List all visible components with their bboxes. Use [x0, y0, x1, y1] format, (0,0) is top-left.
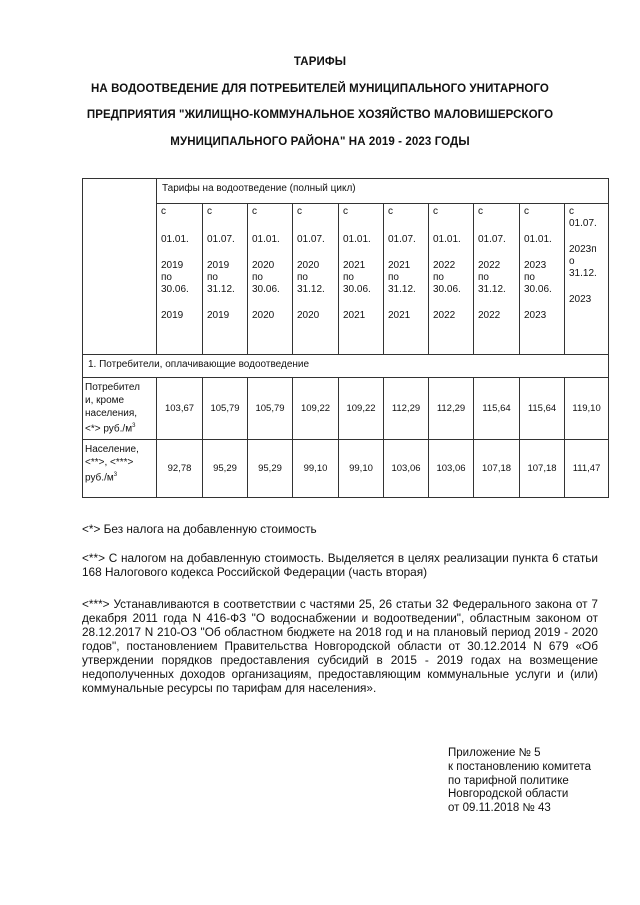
tariff-value: 105,79 [203, 378, 248, 440]
tariff-value: 92,78 [157, 440, 203, 498]
table-row [83, 440, 609, 498]
period-row [83, 204, 609, 355]
tariff-value: 95,29 [248, 440, 293, 498]
document-subtitle-line-1: НА ВОДООТВЕДЕНИЕ ДЛЯ ПОТРЕБИТЕЛЕЙ МУНИЦИПАЛЬНОГО УНИТАРНОГО [91, 83, 549, 95]
tariff-value: 115,64 [520, 378, 565, 440]
footnote-subsidy: <***> Устанавливаются в соответствии с частями 25, 26 статьи 32 Федерального закона от 7 декабря 2011 года N 416-ФЗ "О водоснабжении и водоотведении", областным законом от 28.12.2017 N 210-ОЗ "Об областном бюджете на 2018 год и на плановый период 2019 - 2020 годов", постановлением Правительства Новгородской области от 30.12.2014 N 679 «Об утверждении порядков предоставления субсидий в 2015 - 2019 годах на возмещение недополученных доходов организациям, предоставляющим коммунальные услуги и (или) коммунальные ресурсы по тарифам для населения». [82, 597, 598, 695]
appendix-line: Новгородской области [448, 788, 569, 801]
footnote-vat-included: <**> С налогом на добавленную стоимость. Выделяется в целях реализации пункта 6 статьи 168 Налогового кодекса Российской Федерации (часть вторая) [82, 551, 598, 579]
tariff-value: 103,06 [429, 440, 474, 498]
period-cell: с 01.07. 2019 по 31.12. 2019 [203, 204, 248, 355]
tariff-value: 105,79 [248, 378, 293, 440]
document-subtitle-line-3: МУНИЦИПАЛЬНОГО РАЙОНА" НА 2019 - 2023 ГОДЫ [170, 136, 470, 148]
tariff-value: 112,29 [384, 378, 429, 440]
tariff-value: 103,67 [157, 378, 203, 440]
tariff-table [82, 178, 609, 498]
period-cell: с 01.01. 2020 по 30.06. 2020 [248, 204, 293, 355]
tariff-value: 103,06 [384, 440, 429, 498]
tariff-value: 109,22 [339, 378, 384, 440]
period-cell: с 01.07. 2022 по 31.12. 2022 [474, 204, 520, 355]
tariff-value: 115,64 [474, 378, 520, 440]
period-cell: с 01.01. 2019 по 30.06. 2019 [157, 204, 203, 355]
row-label: Население, <**>, <***> $руб./м^3$ [83, 440, 157, 498]
appendix-line: Приложение № 5 [448, 747, 541, 759]
table-corner-cell [83, 179, 157, 355]
tariff-value: 107,18 [520, 440, 565, 498]
period-cell: с 01.07. 2021 по 31.12. 2021 [384, 204, 429, 355]
footnote-vat-excluded: <*> Без налога на добавленную стоимость [82, 522, 317, 536]
period-cell-last: с 01.07. 2023п о 31.12. 2023 [565, 204, 609, 355]
document-title: ТАРИФЫ [293, 56, 347, 68]
tariff-value: 99,10 [293, 440, 339, 498]
tariff-value: 111,47 [565, 440, 609, 498]
period-cell: с 01.01. 2022 по 30.06. 2022 [429, 204, 474, 355]
document-subtitle-line-2: ПРЕДПРИЯТИЯ "ЖИЛИЩНО-КОММУНАЛЬНОЕ ХОЗЯЙСТВО МАЛОВИШЕРСКОГО [86, 109, 554, 121]
tariff-value: 107,18 [474, 440, 520, 498]
period-cell: с 01.01. 2023 по 30.06. 2023 [520, 204, 565, 355]
appendix-block [448, 747, 591, 816]
period-cell: с 01.01. 2021 по 30.06. 2021 [339, 204, 384, 355]
appendix-line: к постановлению комитета [448, 760, 591, 773]
period-cell: с 01.07. 2020 по 31.12. 2020 [293, 204, 339, 355]
table-row [83, 378, 609, 440]
row-label: Потребител и, кроме населения, <*> $руб./м^3$ [83, 378, 157, 440]
table-header: Тарифы на водоотведение (полный цикл) [157, 179, 609, 204]
appendix-line: от 09.11.2018 № 43 [448, 802, 551, 815]
tariff-value: 95,29 [203, 440, 248, 498]
tariff-value: 109,22 [293, 378, 339, 440]
table-section-heading: 1. Потребители, оплачивающие водоотведение [83, 355, 609, 378]
tariff-value: 99,10 [339, 440, 384, 498]
tariff-value: 119,10 [565, 378, 609, 440]
appendix-line: по тарифной политике [448, 774, 569, 787]
tariff-value: 112,29 [429, 378, 474, 440]
